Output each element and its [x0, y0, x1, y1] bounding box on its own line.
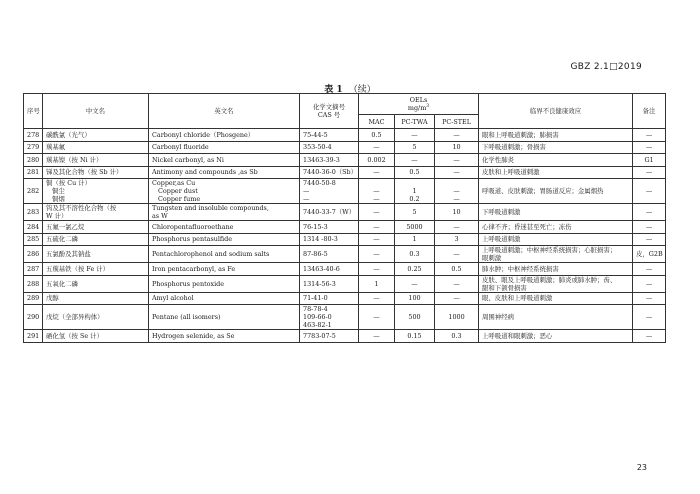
cell-no: 279	[24, 141, 43, 154]
cell-cas-number-line: 76-15-3	[303, 222, 328, 231]
cell-english-name	[149, 129, 300, 142]
cell-pc-twa-line: 0.2	[409, 195, 420, 203]
cell-english-name-line: Antimony and compounds ,as Sb	[152, 168, 258, 177]
cell-mac-line: —	[373, 208, 380, 216]
cell-cas-number-line: 7440-36-0（Sb）	[303, 168, 358, 177]
cell-mac	[359, 129, 395, 142]
cell-chinese-name-line: 硒化氢（按 Se 计）	[46, 331, 103, 340]
oel-table-body	[24, 129, 666, 343]
cell-chinese-name-line: 羰基氟	[46, 143, 66, 152]
cell-cas-number-line: 75-44-5	[303, 130, 328, 139]
cell-remark	[633, 263, 666, 276]
cell-pc-twa	[395, 204, 435, 221]
cell-mac	[359, 330, 395, 343]
cell-health-effect-line: 皮肤和上呼吸道刺激	[482, 168, 540, 177]
oel-table	[23, 93, 666, 343]
cell-remark	[633, 166, 666, 179]
cell-pc-twa-line: 5	[412, 143, 417, 152]
cell-mac-line: —	[373, 294, 380, 303]
cell-chinese-name-line: 五氧化二磷	[46, 279, 78, 288]
cell-health-effect	[479, 179, 633, 204]
cell-english-name-line: Pentane (all isomers)	[152, 313, 221, 321]
header-oels-label: OELs	[409, 95, 428, 104]
cell-pc-stel	[435, 292, 479, 305]
cell-pc-twa-line: 1	[412, 235, 417, 244]
cell-chinese-name	[43, 154, 149, 167]
cell-cas-number	[300, 221, 359, 234]
cell-chinese-name-line: 钨及其不溶性化合物（按	[46, 204, 117, 212]
cell-pc-stel	[435, 305, 479, 330]
cell-english-name-line: Phosphorus pentoxide	[152, 279, 225, 288]
header-mac: MAC	[359, 115, 395, 129]
cell-pc-twa-line: 100	[408, 294, 421, 303]
cell-pc-stel	[435, 129, 479, 142]
cell-mac-line	[362, 179, 391, 187]
cell-pc-stel-line: 1000	[448, 313, 465, 321]
table-row	[24, 292, 666, 305]
cell-cas-number	[300, 179, 359, 204]
cell-cas-number-line: 463-82-1	[303, 321, 332, 329]
header-twa: PC-TWA	[395, 115, 435, 129]
cell-health-effect	[479, 305, 633, 330]
cell-pc-stel	[435, 204, 479, 221]
cell-chinese-name	[43, 179, 149, 204]
cell-pc-twa	[395, 263, 435, 276]
cell-health-effect	[479, 292, 633, 305]
cell-pc-twa	[395, 141, 435, 154]
cell-pc-twa	[395, 330, 435, 343]
cell-english-name-line: Hydrogen selenide, as Se	[152, 331, 235, 340]
cell-remark-line: —	[645, 168, 653, 177]
cell-pc-twa	[395, 166, 435, 179]
cell-pc-stel-line: —	[453, 279, 460, 288]
cell-pc-stel-line: —	[453, 155, 460, 164]
standard-code: GBZ 2.1□2019	[570, 62, 642, 72]
cell-cas-number	[300, 275, 359, 292]
cell-no: 290	[24, 305, 43, 330]
header-stel: PC-STEL	[435, 115, 479, 129]
header-no: 序号	[24, 94, 43, 129]
cell-health-effect-line: 上呼吸道刺激	[482, 235, 521, 244]
header-oels	[359, 94, 479, 115]
cell-cas-number-line: 71-41-0	[303, 294, 328, 303]
cell-mac-line: —	[373, 143, 380, 152]
header-cas-line2: CAS 号	[317, 111, 341, 119]
table-row	[24, 275, 666, 292]
cell-pc-twa-line	[398, 179, 431, 187]
cell-chinese-name	[43, 246, 149, 263]
cell-health-effect-line: 龈和下颌骨损害	[482, 283, 527, 292]
cell-cas-number	[300, 154, 359, 167]
cell-cas-number	[300, 330, 359, 343]
cell-cas-number	[300, 166, 359, 179]
cell-health-effect-line: 眼刺激	[482, 254, 502, 262]
cell-remark-line: —	[645, 294, 653, 303]
cell-health-effect	[479, 221, 633, 234]
cell-cas-number-line: 78-78-4	[303, 305, 328, 313]
cell-cas-number	[300, 129, 359, 142]
cell-english-name-line: Amyl alcohol	[152, 294, 194, 303]
cell-mac	[359, 141, 395, 154]
cell-remark-line: —	[645, 235, 653, 244]
cell-mac	[359, 263, 395, 276]
cell-english-name	[149, 305, 300, 330]
cell-health-effect-line: 化学性肺炎	[482, 155, 514, 164]
cell-chinese-name	[43, 305, 149, 330]
cell-remark	[633, 330, 666, 343]
cell-cas-number	[300, 141, 359, 154]
cell-mac-line: —	[373, 313, 380, 321]
cell-pc-twa	[395, 233, 435, 246]
cell-mac-line: —	[373, 331, 380, 340]
cell-chinese-name-line: 戊醇	[46, 294, 59, 303]
table-row	[24, 154, 666, 167]
cell-mac-line: —	[373, 195, 380, 203]
cell-chinese-name	[43, 129, 149, 142]
cell-chinese-name-line: 戊烷（全部异构体）	[46, 313, 104, 321]
cell-remark-line: —	[645, 130, 653, 139]
cell-english-name-line: Carbonyl chloride（Phosgene）	[152, 130, 255, 139]
cell-pc-twa-line: —	[411, 279, 418, 288]
cell-remark	[633, 275, 666, 292]
cell-pc-stel	[435, 154, 479, 167]
cell-pc-stel	[435, 330, 479, 343]
cell-english-name-line: Phosphorus pentasulfide	[152, 235, 233, 244]
cell-english-name	[149, 204, 300, 221]
cell-mac-line: —	[373, 235, 380, 244]
cell-health-effect	[479, 204, 633, 221]
cell-chinese-name	[43, 330, 149, 343]
table-row	[24, 330, 666, 343]
table-row	[24, 233, 666, 246]
cell-cas-number	[300, 233, 359, 246]
cell-cas-number-line: —	[303, 187, 310, 195]
cell-health-effect	[479, 154, 633, 167]
cell-cas-number-line: 1314-56-3	[303, 279, 336, 288]
cell-cas-number-line: 7440-50-8	[303, 179, 336, 187]
cell-english-name-line: Copper,as Cu	[152, 179, 196, 187]
cell-cas-number	[300, 292, 359, 305]
cell-health-effect	[479, 141, 633, 154]
cell-pc-stel-line: —	[453, 130, 460, 139]
cell-mac-line: 0.002	[367, 155, 386, 164]
cell-chinese-name-line: 羰基镍（按 Ni 计）	[46, 155, 103, 164]
cell-mac	[359, 275, 395, 292]
cell-pc-stel	[435, 275, 479, 292]
cell-remark	[633, 305, 666, 330]
cell-remark	[633, 154, 666, 167]
cell-english-name	[149, 179, 300, 204]
cell-mac-line: —	[373, 168, 380, 177]
table-row	[24, 141, 666, 154]
cell-health-effect-line: 眼和上呼吸道刺激；肺损害	[482, 130, 559, 139]
cell-english-name	[149, 221, 300, 234]
cell-english-name-line: Copper dust	[158, 187, 198, 195]
cell-health-effect	[479, 166, 633, 179]
cell-pc-twa-line: 0.5	[409, 168, 420, 177]
table-row	[24, 221, 666, 234]
cell-remark-line: 皮，G2B	[636, 250, 663, 258]
header-oels-unit	[362, 104, 475, 112]
cell-mac-line: —	[373, 222, 380, 231]
cell-health-effect	[479, 246, 633, 263]
cell-no: 286	[24, 246, 43, 263]
cell-mac	[359, 166, 395, 179]
cell-remark	[633, 141, 666, 154]
cell-health-effect-line: 肺水肿；中枢神经系统损害	[482, 264, 559, 273]
cell-mac	[359, 292, 395, 305]
cell-chinese-name	[43, 204, 149, 221]
cell-pc-stel-line: —	[453, 250, 460, 258]
cell-remark-line: G1	[644, 155, 654, 164]
cell-pc-stel-line: —	[453, 187, 460, 195]
cell-english-name-line: Iron pentacarbonyl, as Fe	[152, 264, 236, 273]
cell-pc-twa-line: —	[411, 130, 418, 139]
cell-remark	[633, 129, 666, 142]
cell-english-name	[149, 233, 300, 246]
cell-no: 285	[24, 233, 43, 246]
cell-cas-number-line: 7440-33-7（W）	[303, 208, 356, 216]
header-cas-line1: 化学文摘号	[313, 103, 345, 111]
cell-chinese-name	[43, 275, 149, 292]
cell-chinese-name-line: 五氟一氯乙烷	[46, 222, 85, 231]
header-cas	[300, 94, 359, 129]
cell-chinese-name	[43, 221, 149, 234]
cell-pc-stel-line: 10	[452, 208, 461, 216]
cell-cas-number-line: 87-86-5	[303, 250, 328, 258]
cell-mac	[359, 154, 395, 167]
table-row	[24, 263, 666, 276]
cell-chinese-name-line: 铜尘	[52, 187, 65, 195]
cell-pc-stel	[435, 179, 479, 204]
cell-remark-line: —	[645, 208, 653, 216]
cell-pc-stel	[435, 221, 479, 234]
cell-remark-line: —	[645, 279, 653, 288]
cell-no: 282	[24, 179, 43, 204]
cell-pc-stel	[435, 141, 479, 154]
cell-remark-line: —	[645, 264, 653, 273]
cell-mac-line: 0.5	[371, 130, 382, 139]
cell-no: 283	[24, 204, 43, 221]
cell-cas-number	[300, 263, 359, 276]
cell-health-effect	[479, 275, 633, 292]
cell-remark	[633, 246, 666, 263]
cell-health-effect	[479, 129, 633, 142]
cell-pc-stel	[435, 246, 479, 263]
cell-mac	[359, 246, 395, 263]
cell-no: 281	[24, 166, 43, 179]
cell-cas-number-line: 1314 -80-3	[303, 235, 338, 244]
cell-chinese-name	[43, 233, 149, 246]
cell-remark	[633, 221, 666, 234]
cell-pc-stel-line: —	[453, 294, 460, 303]
cell-cas-number-line: 7783-07-5	[303, 331, 336, 340]
cell-mac-line: —	[373, 264, 380, 273]
table-title-continued: （续）	[348, 85, 376, 95]
cell-no: 291	[24, 330, 43, 343]
cell-chinese-name-line: 五硫化二磷	[46, 235, 78, 244]
cell-mac-line: 1	[374, 279, 379, 288]
cell-no: 278	[24, 129, 43, 142]
cell-health-effect-line: 下呼吸道刺激	[482, 208, 521, 216]
cell-english-name	[149, 330, 300, 343]
cell-pc-stel-line: 3	[454, 235, 459, 244]
table-title-number: 表 1	[324, 85, 343, 95]
cell-chinese-name	[43, 166, 149, 179]
cell-english-name	[149, 263, 300, 276]
cell-no: 287	[24, 263, 43, 276]
cell-health-effect-line: 心律不齐；昏迷甚至死亡；冻伤	[482, 222, 572, 231]
cell-no: 288	[24, 275, 43, 292]
cell-mac	[359, 204, 395, 221]
cell-english-name-line: Pentachlorophenol and sodium salts	[152, 250, 270, 258]
cell-health-effect	[479, 233, 633, 246]
cell-english-name	[149, 292, 300, 305]
table-row	[24, 179, 666, 204]
cell-pc-twa-line: 500	[408, 313, 421, 321]
page-number: 23	[636, 463, 647, 472]
cell-remark-line: —	[645, 313, 653, 321]
unit-base: mg/m	[407, 104, 427, 113]
cell-remark	[633, 204, 666, 221]
cell-pc-twa-line: 0.15	[407, 331, 422, 340]
cell-mac-line: —	[373, 250, 380, 258]
cell-pc-stel-line: 0.5	[451, 264, 462, 273]
table-row	[24, 246, 666, 263]
cell-mac	[359, 233, 395, 246]
cell-pc-stel-line	[438, 179, 475, 187]
cell-english-name	[149, 154, 300, 167]
cell-pc-twa-line: —	[411, 155, 418, 164]
cell-mac	[359, 179, 395, 204]
table-row	[24, 305, 666, 330]
table-row	[24, 166, 666, 179]
cell-health-effect-line: 周围神经病	[482, 313, 514, 321]
cell-remark-line: —	[645, 187, 653, 195]
cell-chinese-name-line: 锑及其化合物（按 Sb 计）	[46, 168, 123, 177]
cell-chinese-name-line: 五氯酚及其钠盐	[46, 250, 91, 258]
cell-pc-twa	[395, 129, 435, 142]
cell-remark-line: —	[645, 143, 653, 152]
cell-pc-twa	[395, 246, 435, 263]
cell-english-name	[149, 275, 300, 292]
cell-health-effect-line: 上呼吸道刺激；中枢神经系统损害；心脏损害；	[482, 246, 617, 254]
cell-pc-twa-line: 0.3	[409, 250, 420, 258]
header-cn: 中文名	[43, 94, 149, 129]
cell-pc-twa	[395, 221, 435, 234]
cell-chinese-name-line: 五羰基铁（按 Fe 计）	[46, 264, 110, 273]
cell-mac	[359, 305, 395, 330]
cell-english-name-line: Copper fume	[158, 195, 201, 203]
cell-chinese-name	[43, 263, 149, 276]
cell-pc-stel-line: —	[453, 222, 460, 231]
header-effect: 临界不良健康效应	[479, 94, 633, 129]
cell-cas-number-line: 109-66-0	[303, 313, 332, 321]
cell-chinese-name	[43, 292, 149, 305]
cell-chinese-name-line: 铜（按 Cu 计）	[46, 179, 92, 187]
cell-remark-line: —	[645, 331, 653, 340]
cell-english-name	[149, 166, 300, 179]
cell-pc-twa	[395, 305, 435, 330]
cell-pc-twa-line: 5	[412, 208, 417, 216]
cell-english-name	[149, 246, 300, 263]
cell-health-effect-line: 呼吸道、皮肤刺激；胃肠道反应；金属烟热	[482, 187, 604, 195]
cell-chinese-name	[43, 141, 149, 154]
cell-cas-number-line: 13463-40-6	[303, 264, 340, 273]
cell-pc-stel	[435, 166, 479, 179]
cell-pc-twa	[395, 292, 435, 305]
cell-remark	[633, 292, 666, 305]
cell-cas-number-line: 353-50-4	[303, 143, 332, 152]
cell-health-effect-line: 下呼吸道刺激；骨损害	[482, 143, 546, 152]
cell-pc-stel	[435, 263, 479, 276]
cell-pc-stel	[435, 233, 479, 246]
header-en: 英文名	[149, 94, 300, 129]
cell-remark	[633, 233, 666, 246]
cell-cas-number	[300, 246, 359, 263]
cell-pc-twa	[395, 154, 435, 167]
cell-health-effect-line: 眼、皮肤和上呼吸道刺激	[482, 294, 553, 303]
cell-pc-stel-line: 0.3	[451, 331, 462, 340]
cell-pc-twa	[395, 275, 435, 292]
cell-remark-line: —	[645, 222, 653, 231]
cell-no: 280	[24, 154, 43, 167]
header-remark: 备注	[633, 94, 666, 129]
cell-cas-number-line: —	[303, 195, 310, 203]
cell-mac	[359, 221, 395, 234]
cell-english-name-line: Chloropentafluoroethane	[152, 222, 234, 231]
table-row	[24, 129, 666, 142]
cell-pc-twa-line: 0.25	[407, 264, 422, 273]
cell-pc-stel-line: 10	[452, 143, 461, 152]
cell-health-effect-line: 上呼吸道和眼刺激；恶心	[482, 331, 553, 340]
cell-remark	[633, 179, 666, 204]
unit-sup: 3	[426, 103, 430, 109]
cell-no: 289	[24, 292, 43, 305]
cell-chinese-name-line: 碳酰氯（光气）	[46, 130, 91, 139]
table-row	[24, 204, 666, 221]
cell-pc-twa-line: 1	[412, 187, 417, 195]
cell-cas-number	[300, 305, 359, 330]
cell-english-name-line: as W	[152, 212, 168, 220]
cell-no: 284	[24, 221, 43, 234]
cell-mac-line: —	[373, 187, 380, 195]
cell-cas-number	[300, 204, 359, 221]
cell-chinese-name-line: W 计）	[46, 212, 68, 220]
cell-english-name	[149, 141, 300, 154]
cell-cas-number-line: 13463-39-3	[303, 155, 340, 164]
cell-english-name-line: Tungsten and insoluble compounds,	[152, 204, 269, 212]
cell-pc-stel-line: —	[453, 195, 460, 203]
cell-pc-twa-line: 5000	[406, 222, 423, 231]
cell-health-effect	[479, 330, 633, 343]
cell-health-effect	[479, 263, 633, 276]
cell-pc-stel-line: —	[453, 168, 460, 177]
cell-pc-twa	[395, 179, 435, 204]
cell-chinese-name-line: 铜烟	[52, 195, 65, 203]
cell-english-name-line: Nickel carbonyl, as Ni	[152, 155, 224, 164]
cell-english-name-line: Carbonyl fluoride	[152, 143, 209, 152]
cell-health-effect-line: 皮肤、眼及上呼吸道刺激；肺炎或肺水肿；齿、	[482, 275, 617, 284]
